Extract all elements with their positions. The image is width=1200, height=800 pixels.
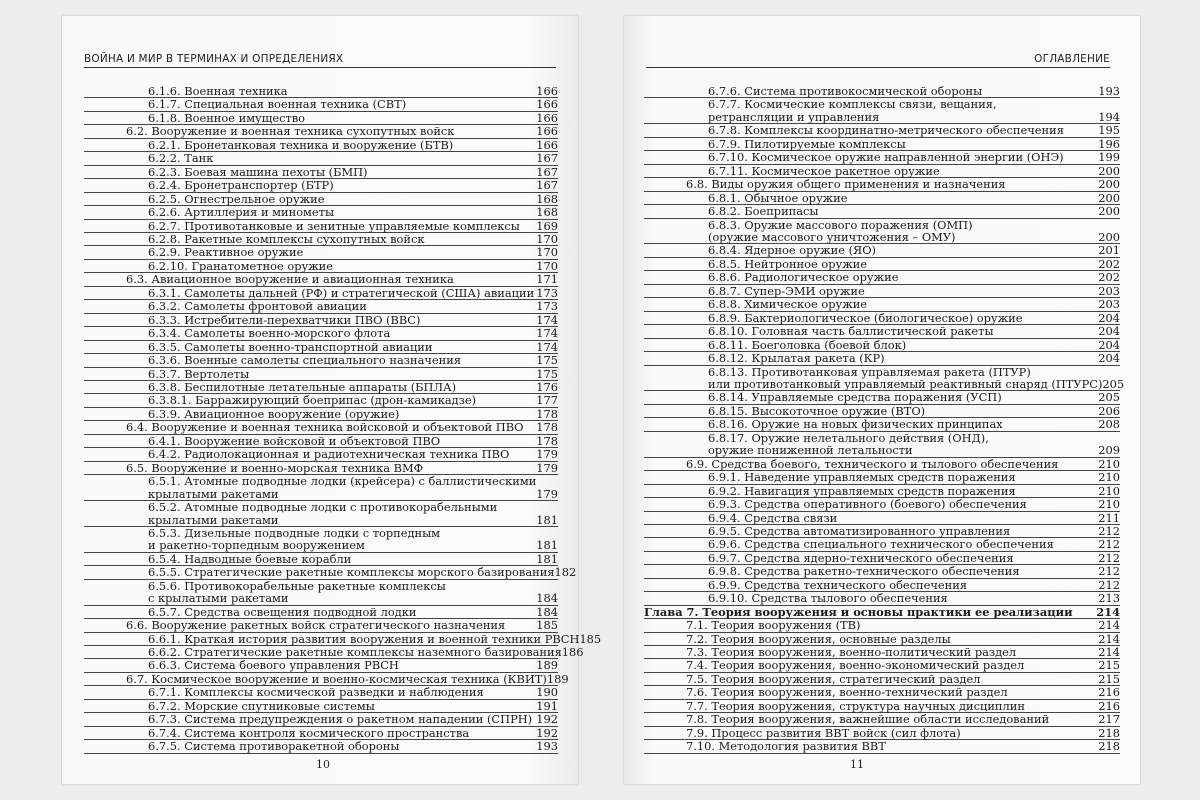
running-header: ВОЙНА И МИР В ТЕРМИНАХ И ОПРЕДЕЛЕНИЯХ	[84, 53, 344, 65]
toc-entry	[644, 312, 1120, 325]
toc-entry	[644, 512, 1120, 525]
toc-entry-title: 6.8.17. Оружие нелетального действия (ОНД),	[708, 430, 989, 445]
toc-entry-page: 167	[536, 178, 558, 193]
toc-entry-page: 184	[536, 591, 558, 606]
toc-entry-page: 174	[536, 339, 558, 354]
toc-entry-page: 211	[1098, 510, 1120, 525]
toc-entry	[644, 633, 1120, 646]
toc-entry-title: 6.8.11. Боеголовка (боевой блок)	[708, 337, 907, 352]
toc-entry-title: 6.9.5. Средства автоматизированного управления	[708, 523, 1011, 538]
toc-entry-title: 6.3.4. Самолеты военно-морского флота	[148, 326, 391, 341]
toc-entry	[84, 273, 558, 286]
toc-entry-page: 204	[1098, 310, 1120, 325]
toc-entry	[644, 552, 1120, 565]
toc-entry-page: 209	[1098, 443, 1120, 458]
toc-entry-page: 193	[536, 739, 558, 754]
toc-entry-title: 6.2.5. Огнестрельное оружие	[148, 191, 325, 206]
toc-entry-title: 6.8.14. Управляемые средства поражения (УСП)	[708, 390, 1002, 405]
toc-entry-page: 166	[536, 124, 558, 139]
toc-entry	[84, 686, 558, 699]
toc-entry	[84, 462, 558, 475]
toc-entry	[84, 514, 558, 527]
toc-entry-page: 184	[536, 604, 558, 619]
toc-entry-page: 177	[536, 393, 558, 408]
toc-entry-page: 167	[536, 164, 558, 179]
toc-entry-page: 168	[536, 205, 558, 220]
toc-entry	[644, 525, 1120, 538]
toc-entry-page: 185	[579, 631, 602, 646]
toc-entry-title: 6.8.16. Оружие на новых физических принципах	[708, 417, 1003, 432]
toc-entry-title: 6.3.9. Авиационное вооружение (оружие)	[148, 406, 400, 421]
toc-entry-title: 6.2.3. Боевая машина пехоты (БМП)	[148, 164, 368, 179]
toc-entry	[644, 151, 1120, 164]
toc-entry	[644, 111, 1120, 124]
toc-entry-page: 178	[536, 420, 558, 435]
toc-entry-title: оружие пониженной летальности	[708, 443, 913, 458]
toc-entry	[84, 408, 558, 421]
toc-entry-page: 216	[1098, 685, 1120, 700]
toc-entry-page: 190	[536, 685, 558, 700]
toc-entry	[644, 205, 1120, 218]
toc-entry-title: 7.2. Теория вооружения, основные разделы	[686, 631, 951, 646]
toc-entry	[84, 139, 558, 152]
toc-entry-page: 166	[536, 110, 558, 125]
toc-entry	[644, 700, 1120, 713]
toc-entry-page: 200	[1098, 204, 1120, 219]
toc-entry-title: 6.5.3. Дизельные подводные лодки с торпедным	[148, 525, 441, 540]
toc-entry-page: 169	[536, 218, 558, 233]
toc-entry-title: 6.3.5. Самолеты военно-транспортной авиации	[148, 339, 433, 354]
toc-entry	[84, 98, 558, 111]
toc-entry-page: 200	[1098, 190, 1120, 205]
toc-entry-page: 176	[536, 379, 558, 394]
toc-entry-title: 7.1. Теория вооружения (ТВ)	[686, 618, 861, 633]
toc-entry	[84, 740, 558, 753]
toc-entry	[84, 671, 569, 686]
toc-entry-title: 7.5. Теория вооружения, стратегический раздел	[686, 671, 981, 686]
toc-entry	[644, 138, 1120, 151]
toc-entry-title: 6.7. Космическое вооружение и военно-космическая техника (КВИТ)	[126, 671, 547, 686]
toc-entry	[644, 325, 1120, 338]
toc-entry-page: 181	[536, 538, 558, 553]
toc-entry-page: 196	[1098, 136, 1120, 151]
toc-entry	[84, 300, 558, 313]
toc-entry-title: 7.6. Теория вооружения, военно-технический раздел	[686, 685, 1008, 700]
toc-entry-page: 179	[536, 460, 558, 475]
toc-entry-page: 185	[536, 618, 558, 633]
toc-entry-page: 166	[536, 137, 558, 152]
toc-entry-page: 200	[1098, 163, 1120, 178]
toc-entry-title: 6.5.4. Надводные боевые корабли	[148, 551, 352, 566]
toc-entry-page: 214	[1096, 604, 1120, 619]
toc-entry-page: 218	[1098, 739, 1120, 754]
toc-entry-page: 210	[1098, 497, 1120, 512]
table-of-contents	[644, 84, 1125, 754]
toc-entry	[84, 381, 558, 394]
page-number: 10	[316, 758, 330, 771]
right-page	[624, 16, 1140, 784]
header-rule	[84, 67, 556, 68]
toc-entry-page: 200	[1098, 177, 1120, 192]
toc-entry-title: ретрансляции и управления	[708, 109, 880, 124]
toc-entry-title: 6.5.5. Стратегические ракетные комплексы морского базирования	[148, 565, 555, 580]
toc-entry	[644, 471, 1120, 484]
toc-entry-title: 6.7.7. Космические комплексы связи, вещания,	[708, 97, 997, 112]
toc-entry-page: 174	[536, 312, 558, 327]
toc-entry-page: 182	[554, 565, 577, 580]
toc-entry	[644, 85, 1120, 98]
toc-entry-title: 6.5.2. Атомные подводные лодки с противокорабельными	[148, 500, 498, 515]
toc-entry-page: 179	[536, 486, 558, 501]
toc-entry-page: 173	[536, 299, 558, 314]
toc-entry	[84, 179, 558, 192]
toc-entry-title: 6.9.9. Средства технического обеспечения	[708, 577, 968, 592]
toc-entry-page: 214	[1098, 618, 1120, 633]
toc-entry	[84, 501, 558, 513]
toc-entry-title: 6.7.8. Комплексы координатно-метрического обеспечения	[708, 123, 1064, 138]
toc-entry	[644, 391, 1120, 404]
toc-entry-title: 6.2. Вооружение и военная техника сухопутных войск	[126, 124, 455, 139]
toc-entry-page: 213	[1098, 591, 1120, 606]
toc-entry	[84, 592, 558, 605]
toc-entry-title: (оружие массового уничтожения – ОМУ)	[708, 229, 956, 244]
toc-entry	[84, 606, 558, 619]
toc-entry-title: 6.7.9. Пилотируемые комплексы	[708, 136, 906, 151]
toc-entry-title: с крылатыми ракетами	[148, 591, 289, 606]
toc-entry	[84, 341, 558, 354]
toc-entry	[644, 485, 1120, 498]
toc-entry-title: 6.3.8. Беспилотные летательные аппараты (БПЛА)	[148, 379, 457, 394]
toc-entry-title: 6.7.3. Система предупреждения о ракетном нападении (СПРН)	[148, 712, 533, 727]
toc-entry-title: или противотанковый управляемый реактивный снаряд (ПТУРС)	[708, 376, 1103, 391]
toc-entry-title: 7.10. Методология развития ВВТ	[686, 739, 886, 754]
toc-entry	[644, 579, 1120, 592]
toc-entry	[84, 394, 558, 407]
toc-chapter-entry	[644, 606, 1120, 619]
toc-entry-title: 6.9.7. Средства ядерно-технического обеспечения	[708, 550, 1014, 565]
toc-entry	[644, 339, 1120, 352]
toc-entry-page: 189	[546, 671, 569, 686]
toc-entry	[84, 421, 558, 434]
toc-entry-page: 170	[536, 231, 558, 246]
toc-entry-title: 6.6.2. Стратегические ракетные комплексы наземного базирования	[148, 645, 562, 660]
toc-entry-title: 6.4.2. Радиолокационная и радиотехническая техника ПВО	[148, 447, 510, 462]
toc-entry-title: 6.2.4. Бронетранспортер (БТР)	[148, 178, 334, 193]
toc-entry-title: 6.3.6. Военные самолеты специального назначения	[148, 353, 462, 368]
toc-entry	[644, 673, 1120, 686]
toc-entry	[84, 260, 558, 273]
toc-entry-title: 6.8.9. Бактериологическое (биологическое) оружие	[708, 310, 1023, 325]
toc-entry-title: 6.8.7. Супер-ЭМИ оружие	[708, 283, 865, 298]
toc-entry	[644, 165, 1120, 178]
toc-entry-page: 174	[536, 326, 558, 341]
toc-entry	[644, 565, 1120, 578]
toc-entry-page: 210	[1098, 470, 1120, 485]
toc-entry-page: 203	[1098, 283, 1120, 298]
toc-entry-page: 192	[536, 712, 558, 727]
toc-entry-title: 7.8. Теория вооружения, важнейшие области исследований	[686, 712, 1050, 727]
toc-entry-title: 6.7.10. Космическое оружие направленной энергии (ОНЭ)	[708, 150, 1064, 165]
toc-entry	[84, 659, 558, 672]
toc-entry-title: 6.8.5. Нейтронное оружие	[708, 256, 868, 271]
toc-entry	[84, 220, 558, 233]
toc-entry-title: 6.7.5. Система противоракетной обороны	[148, 739, 400, 754]
toc-entry-title: 6.2.9. Реактивное оружие	[148, 245, 304, 260]
toc-entry-title: 6.3.2. Самолеты фронтовой авиации	[148, 299, 367, 314]
toc-entry-title: 6.6. Вооружение ракетных войск стратегического назначения	[126, 618, 506, 633]
toc-entry-title: 6.8.8. Химическое оружие	[708, 297, 868, 312]
toc-entry-page: 215	[1098, 658, 1120, 673]
toc-entry	[644, 271, 1120, 284]
toc-entry	[644, 444, 1120, 457]
toc-entry-title: 6.9. Средства боевого, технического и тылового обеспечения	[686, 456, 1059, 471]
toc-entry-page: 214	[1098, 631, 1120, 646]
toc-entry	[644, 727, 1120, 740]
toc-entry-page: 178	[536, 433, 558, 448]
toc-entry	[644, 659, 1120, 672]
header-rule	[646, 67, 1110, 68]
toc-entry	[644, 498, 1120, 511]
toc-entry	[84, 448, 558, 461]
toc-entry	[84, 166, 558, 179]
toc-entry-page: 218	[1098, 725, 1120, 740]
toc-entry-title: 6.9.4. Средства связи	[708, 510, 838, 525]
toc-entry	[84, 475, 558, 487]
toc-entry	[84, 354, 558, 367]
toc-entry	[84, 246, 558, 259]
toc-entry-title: 6.8.2. Боеприпасы	[708, 204, 819, 219]
toc-entry-title: 6.9.2. Навигация управляемых средств поражения	[708, 483, 1016, 498]
toc-entry	[84, 539, 558, 552]
toc-entry-title: 6.2.2. Танк	[148, 151, 214, 166]
toc-entry-page: 173	[536, 285, 558, 300]
toc-entry-page: 195	[1098, 123, 1120, 138]
toc-entry	[84, 727, 558, 740]
toc-entry	[84, 287, 558, 300]
toc-entry-page: 166	[536, 84, 558, 98]
toc-entry-title: 6.9.1. Наведение управляемых средств поражения	[708, 470, 1016, 485]
toc-entry-title: 6.8.3. Оружие массового поражения (ОМП)	[708, 217, 973, 232]
toc-entry-title: 6.2.8. Ракетные комплексы сухопутных войск	[148, 231, 425, 246]
toc-entry	[84, 553, 558, 566]
toc-entry	[84, 435, 558, 448]
toc-entry	[644, 231, 1120, 244]
toc-entry-page: 212	[1098, 537, 1120, 552]
toc-entry	[644, 592, 1120, 605]
toc-entry	[644, 258, 1120, 271]
toc-entry	[84, 565, 577, 580]
toc-entry-title: 6.8.15. Высокоточное оружие (ВТО)	[708, 403, 926, 418]
toc-entry	[644, 285, 1120, 298]
toc-entry-title: 6.2.6. Артиллерия и минометы	[148, 205, 335, 220]
toc-entry-title: 6.7.1. Комплексы космической разведки и наблюдения	[148, 685, 484, 700]
toc-entry-page: 191	[536, 698, 558, 713]
toc-entry-title: 7.7. Теория вооружения, структура научных дисциплин	[686, 698, 1025, 713]
toc-entry	[644, 244, 1120, 257]
toc-entry-page: 206	[1098, 403, 1120, 418]
toc-entry	[84, 193, 558, 206]
toc-entry-title: 6.8.1. Обычное оружие	[708, 190, 848, 205]
toc-entry-title: 6.5.7. Средства освещения подводной лодки	[148, 604, 417, 619]
toc-entry	[644, 740, 1120, 753]
toc-entry-title: 6.9.6. Средства специального технического обеспечения	[708, 537, 1054, 552]
toc-entry	[644, 458, 1120, 471]
toc-entry	[84, 619, 558, 632]
toc-entry-title: 6.5. Вооружение и военно-морская техника ВМФ	[126, 460, 424, 475]
toc-entry-page: 175	[536, 366, 558, 381]
toc-entry-page: 201	[1098, 243, 1120, 258]
toc-entry-title: 6.8.13. Противотанковая управляемая ракета (ПТУР)	[708, 364, 1031, 379]
toc-entry	[644, 538, 1120, 551]
page-number: 11	[850, 758, 864, 771]
toc-entry-title: 6.4. Вооружение и военная техника войсковой и объектовой ПВО	[126, 420, 524, 435]
toc-entry	[644, 405, 1120, 418]
toc-entry-page: 208	[1098, 417, 1120, 432]
toc-entry-page: 167	[536, 151, 558, 166]
toc-entry-title: 6.6.3. Система боевого управления РВСН	[148, 658, 399, 673]
toc-entry-title: 7.4. Теория вооружения, военно-экономический раздел	[686, 658, 1025, 673]
toc-entry-page: 203	[1098, 297, 1120, 312]
toc-entry-page: 204	[1098, 324, 1120, 339]
toc-entry	[644, 713, 1120, 726]
toc-entry-page: 212	[1098, 550, 1120, 565]
toc-entry-title: 6.3.1. Самолеты дальней (РФ) и стратегической (США) авиации	[148, 285, 535, 300]
toc-entry-page: 216	[1098, 698, 1120, 713]
toc-entry-title: крылатыми ракетами	[148, 512, 279, 527]
toc-entry-title: 6.1.7. Специальная военная техника (СВТ)	[148, 97, 407, 112]
toc-entry-title: 7.3. Теория вооружения, военно-политический раздел	[686, 645, 1017, 660]
toc-entry-page: 214	[1098, 645, 1120, 660]
toc-entry	[644, 418, 1120, 431]
toc-entry-page: 193	[1098, 84, 1120, 98]
toc-entry-page: 199	[1098, 150, 1120, 165]
toc-entry	[644, 178, 1120, 191]
toc-entry-title: 6.5.6. Противокорабельные ракетные комплексы	[148, 578, 446, 593]
toc-entry	[84, 488, 558, 501]
toc-entry-title: 6.8.4. Ядерное оружие (ЯО)	[708, 243, 876, 258]
toc-entry-page: 168	[536, 191, 558, 206]
toc-entry	[644, 298, 1120, 311]
toc-entry-title: и ракетно-торпедным вооружением	[148, 538, 365, 553]
toc-entry-page: 212	[1098, 523, 1120, 538]
toc-entry-title: 7.9. Процесс развития ВВТ войск (сил флота)	[686, 725, 961, 740]
toc-entry-title: 6.2.1. Бронетанковая техника и вооружение (БТВ)	[148, 137, 454, 152]
toc-entry-page: 189	[536, 658, 558, 673]
toc-entry-page: 210	[1098, 483, 1120, 498]
toc-entry-page: 205	[1102, 376, 1125, 391]
toc-entry	[84, 233, 558, 246]
toc-entry	[644, 352, 1120, 365]
toc-entry-page: 178	[536, 406, 558, 421]
toc-entry-page: 170	[536, 258, 558, 273]
toc-entry	[84, 85, 558, 98]
toc-entry-title: 6.4.1. Вооружение войсковой и объектовой ПВО	[148, 433, 441, 448]
toc-entry	[84, 631, 602, 646]
toc-entry-title: 6.5.1. Атомные подводные лодки (крейсера) с баллистическими	[148, 474, 537, 489]
toc-entry-page: 202	[1098, 256, 1120, 271]
toc-entry-page: 166	[536, 97, 558, 112]
toc-entry-title: 6.7.2. Морские спутниковые системы	[148, 698, 375, 713]
toc-entry-page: 210	[1098, 456, 1120, 471]
toc-entry-page: 212	[1098, 564, 1120, 579]
toc-entry-page: 181	[536, 551, 558, 566]
toc-entry-title: 6.7.4. Система контроля космического пространства	[148, 725, 470, 740]
toc-entry-page: 171	[536, 272, 558, 287]
toc-entry	[84, 152, 558, 165]
toc-entry	[84, 713, 558, 726]
toc-entry	[84, 327, 558, 340]
toc-entry-page: 179	[536, 447, 558, 462]
toc-entry-title: 6.9.10. Средства тылового обеспечения	[708, 591, 948, 606]
toc-entry-page: 186	[561, 645, 584, 660]
toc-entry-page: 175	[536, 353, 558, 368]
running-header: ОГЛАВЛЕНИЕ	[1034, 53, 1110, 65]
toc-entry-title: 6.9.8. Средства ракетно-технического обеспечения	[708, 564, 1020, 579]
toc-entry-page: 204	[1098, 337, 1120, 352]
toc-entry-title: 6.9.3. Средства оперативного (боевого) обеспечения	[708, 497, 1027, 512]
toc-entry-title: 6.2.7. Противотанковые и зенитные управляемые комплексы	[148, 218, 520, 233]
toc-entry-page: 200	[1098, 229, 1120, 244]
toc-entry-title: Глава 7. Теория вооружения и основы практики ее реализации	[644, 604, 1073, 619]
toc-entry-page: 217	[1098, 712, 1120, 727]
toc-entry-title: 6.2.10. Гранатометное оружие	[148, 258, 334, 273]
toc-entry-page: 194	[1098, 109, 1120, 124]
toc-entry-page: 215	[1098, 671, 1120, 686]
toc-entry-title: 6.6.1. Краткая история развития вооружения и военной техники РВСН	[148, 631, 580, 646]
toc-entry	[644, 686, 1120, 699]
toc-entry-page: 202	[1098, 270, 1120, 285]
toc-entry-title: 6.3.8.1. Барражирующий боеприпас (дрон-камикадзе)	[148, 393, 477, 408]
left-page	[62, 16, 602, 784]
toc-entry	[644, 192, 1120, 205]
toc-entry-title: 6.3.3. Истребители-перехватчики ПВО (ВВС)	[148, 312, 421, 327]
toc-entry	[84, 206, 558, 219]
toc-entry-page: 181	[536, 512, 558, 527]
toc-entry-title: 6.1.8. Военное имущество	[148, 110, 306, 125]
toc-entry	[84, 314, 558, 327]
toc-entry-title: 6.7.11. Космическое ракетное оружие	[708, 163, 940, 178]
toc-entry	[84, 368, 558, 381]
toc-entry	[84, 112, 558, 125]
toc-entry	[644, 619, 1120, 632]
toc-entry	[644, 376, 1125, 391]
toc-entry-page: 192	[536, 725, 558, 740]
toc-entry	[644, 124, 1120, 137]
toc-entry-title: 6.8.6. Радиологическое оружие	[708, 270, 899, 285]
toc-entry-title: 6.8.10. Головная часть баллистической ракеты	[708, 324, 994, 339]
toc-entry-page: 212	[1098, 577, 1120, 592]
toc-entry-title: 6.3.7. Вертолеты	[148, 366, 250, 381]
toc-entry	[84, 645, 584, 660]
toc-entry	[84, 125, 558, 138]
toc-entry-title: 6.8.12. Крылатая ракета (КР)	[708, 351, 885, 366]
toc-entry-title: 6.7.6. Система противокосмической обороны	[708, 84, 983, 98]
toc-entry-page: 205	[1098, 390, 1120, 405]
toc-entry-page: 204	[1098, 351, 1120, 366]
toc-entry	[644, 646, 1120, 659]
toc-entry-page: 170	[536, 245, 558, 260]
table-of-contents	[84, 84, 602, 754]
toc-entry-title: 6.1.6. Военная техника	[148, 84, 288, 98]
toc-entry-title: крылатыми ракетами	[148, 486, 279, 501]
toc-entry-title: 6.3. Авиационное вооружение и авиационная техника	[126, 272, 454, 287]
toc-entry-title: 6.8. Виды оружия общего применения и назначения	[686, 177, 1006, 192]
toc-entry	[84, 700, 558, 713]
